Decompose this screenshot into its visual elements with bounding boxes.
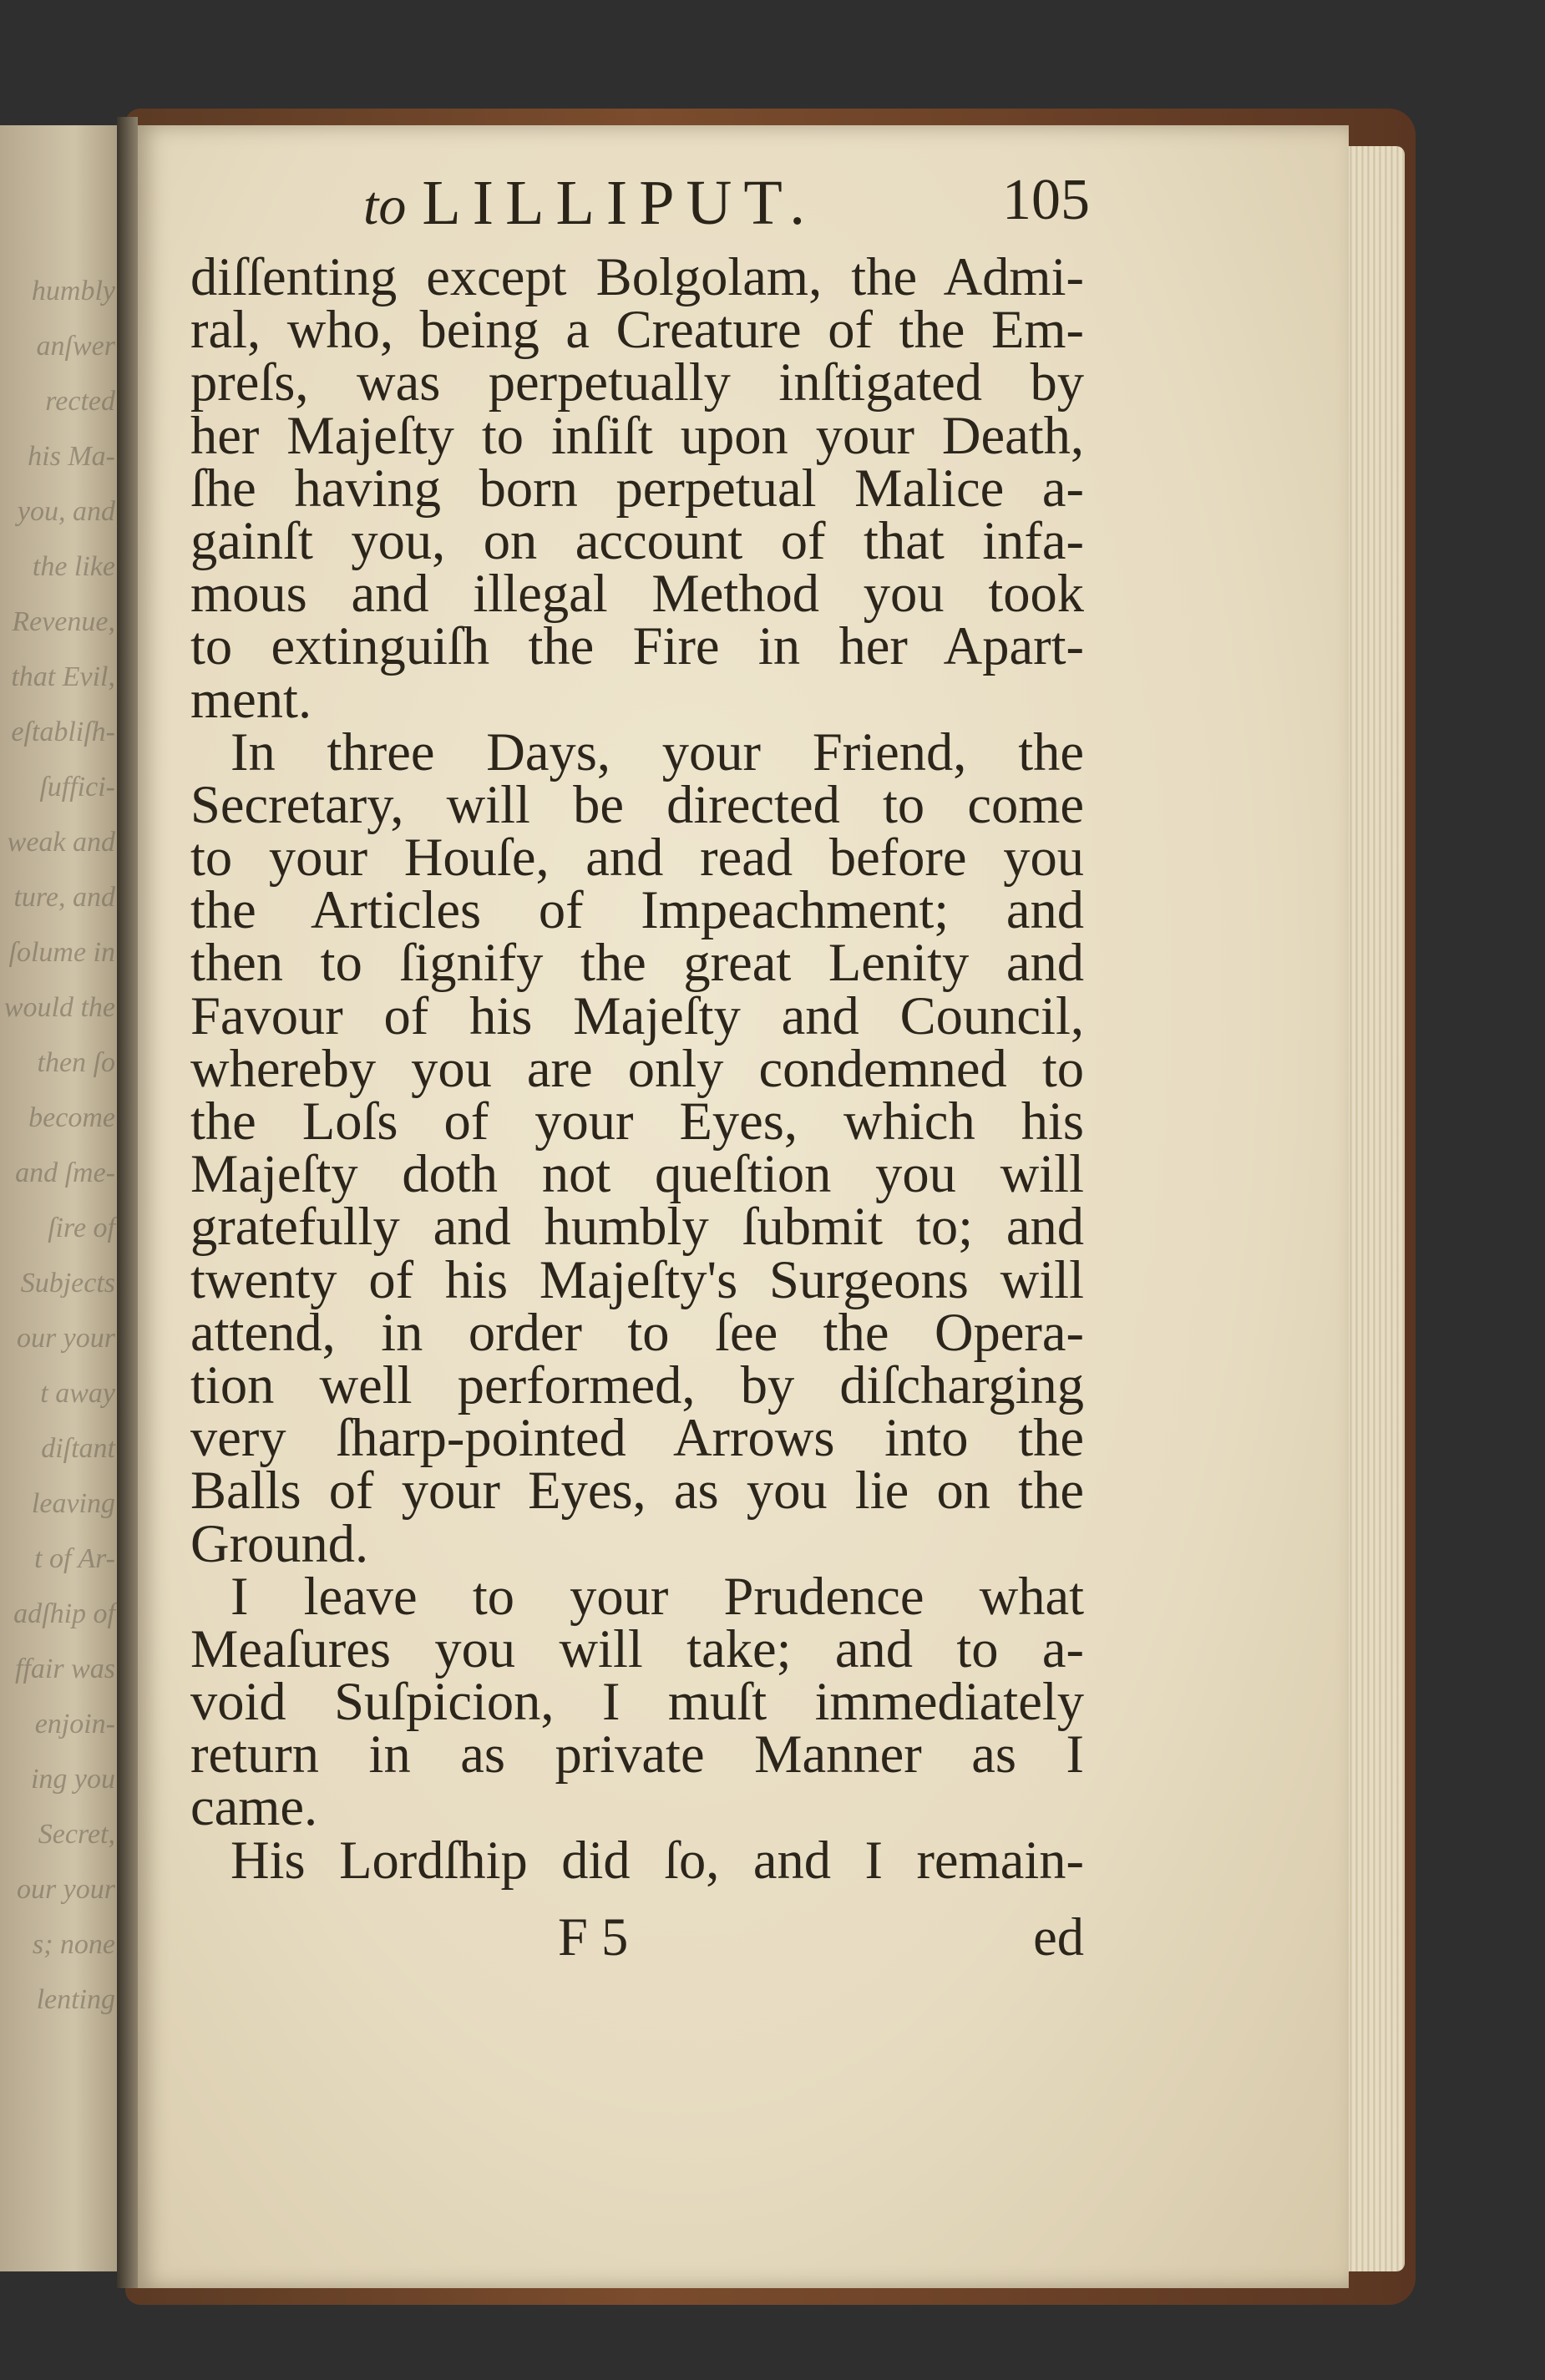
text-line: the Loſs of your Eyes, which his <box>190 1091 1084 1151</box>
body-text <box>190 247 1084 1890</box>
left-page-fragment: Revenue, <box>12 606 115 637</box>
text-line: Ground. <box>190 1513 369 1573</box>
left-page-fragment: diſtant <box>41 1433 115 1464</box>
text-line: tion well performed, by diſcharging <box>190 1355 1084 1415</box>
left-page-fragment: eſtabliſh- <box>11 717 115 747</box>
left-page-fragment: ſolume in <box>8 937 115 968</box>
signature-mark: F 5 <box>558 1907 629 1967</box>
left-page-fragment: anſwer <box>36 331 115 362</box>
left-page-fragment: ffair was <box>15 1653 115 1684</box>
footer-line <box>190 1907 1084 1967</box>
text-line: Meaſures you will take; and to a- <box>190 1618 1084 1679</box>
text-line: to your Houſe, and read before you <box>190 828 1084 888</box>
text-line: Favour of his Majeſty and Council, <box>190 985 1084 1046</box>
left-page-fragment: would the <box>3 992 115 1023</box>
left-page-fragment: his Ma- <box>28 441 115 472</box>
left-page-fragment: the like <box>32 551 115 582</box>
text-line: attend, in order to ſee the Opera- <box>190 1302 1084 1362</box>
left-page-fragment: s; none <box>32 1929 115 1960</box>
left-page-fragment: t away <box>40 1378 115 1409</box>
text-line: diſſenting except Bolgolam, the Admi- <box>190 247 1084 306</box>
binding-gutter <box>117 117 138 2288</box>
left-page-fragment: you, and <box>17 496 115 527</box>
left-page-fragment: enjoin- <box>34 1709 115 1739</box>
left-page-fragment: leaving <box>31 1488 115 1519</box>
left-page-fragment: become <box>28 1102 115 1133</box>
page-number: 105 <box>1002 168 1090 232</box>
running-title-main: LILLIPUT. <box>422 168 818 238</box>
running-title <box>363 167 817 240</box>
left-page-fragment: humbly <box>31 276 115 306</box>
text-line: Balls of your Eyes, as you lie on the <box>190 1461 1084 1521</box>
left-page-fragment: our your <box>16 1874 115 1905</box>
left-page-fragment: Secret, <box>38 1819 115 1850</box>
left-page-fragment: that Evil, <box>11 661 115 692</box>
text-line: ſhe having born perpetual Malice a- <box>190 458 1084 518</box>
left-page-fragment: ſire of <box>48 1213 115 1243</box>
left-page-fragment: our your <box>16 1323 115 1354</box>
text-line: came. <box>190 1777 318 1837</box>
page-edges <box>1346 146 1405 2271</box>
text-line: gainſt you, on account of that infa- <box>190 510 1084 570</box>
text-line: Secretary, will be directed to come <box>190 774 1084 834</box>
text-line: ral, who, being a Creature of the Em- <box>190 300 1084 360</box>
running-title-prefix: to <box>363 175 407 236</box>
text-line: His Lordſhip did ſo, and I remain- <box>230 1830 1084 1890</box>
catchword: ed <box>1033 1907 1084 1967</box>
text-line: very ſharp-pointed Arrows into the <box>190 1408 1084 1468</box>
left-page-fragment: t of Ar- <box>34 1543 115 1574</box>
text-line: whereby you are only condemned to <box>190 1038 1084 1098</box>
left-page-fragment: lenting <box>36 1984 115 2015</box>
text-line: gratefully and humbly ſubmit to; and <box>190 1197 1084 1257</box>
text-line: then to ſignify the great Lenity and <box>190 933 1084 993</box>
left-page-fragment: ture, and <box>13 882 115 913</box>
text-line: her Majeſty to inſiſt upon your Death, <box>190 405 1084 465</box>
text-line: Majeſty doth not queſtion you will <box>190 1144 1084 1204</box>
text-line: I leave to your Prudence what <box>230 1566 1084 1626</box>
text-line: to extinguiſh the Fire in her Apart- <box>190 616 1084 676</box>
text-line: preſs, was perpetually inſtigated by <box>190 352 1084 413</box>
text-line: In three Days, your Friend, the <box>230 722 1084 782</box>
left-page-fragment: weak and <box>7 827 115 858</box>
left-page-fragment: Subjects <box>20 1268 115 1299</box>
text-line: return in as private Manner as I <box>190 1724 1084 1785</box>
left-page-fragment: then ſo <box>37 1047 115 1078</box>
text-line: ment. <box>190 669 312 729</box>
left-page-fragment: and ſme- <box>15 1157 115 1188</box>
left-page-fragment: rected <box>45 386 115 417</box>
left-page-fragment: adſhip of <box>13 1598 115 1629</box>
text-line: mous and illegal Method you took <box>190 564 1084 624</box>
left-page-fragment: ſuffici- <box>39 772 115 803</box>
running-head <box>188 167 1090 242</box>
text-line: twenty of his Majeſty's Surgeons will <box>190 1249 1084 1309</box>
text-line: the Articles of Impeachment; and <box>190 880 1084 940</box>
left-page-fragment: ing you <box>30 1764 115 1795</box>
text-line: void Suſpicion, I muſt immediately <box>190 1672 1084 1732</box>
left-facing-page <box>0 125 124 2271</box>
